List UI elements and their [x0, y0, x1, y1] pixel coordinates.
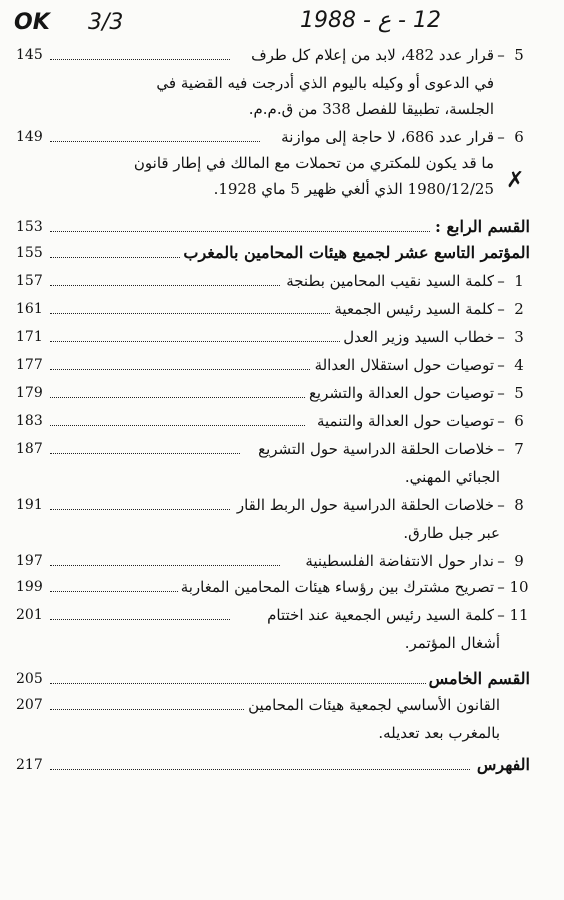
dot-leader [50, 591, 180, 592]
entry-text [283, 270, 530, 292]
page-number: 145 [16, 47, 43, 63]
entry-text [306, 382, 530, 404]
toc-entry [16, 126, 530, 150]
entry-number: 5 [514, 384, 524, 402]
dot-leader [50, 369, 310, 370]
toc-entry [16, 550, 530, 574]
dot-leader [50, 453, 240, 454]
entry-number: 2 [514, 300, 524, 318]
entry-text: بالمغرب بعد تعديله. [375, 722, 500, 744]
entry-number: 4 [514, 356, 524, 374]
page-number: 207 [16, 697, 43, 713]
page-number: 157 [16, 273, 43, 289]
dot-leader [50, 565, 280, 566]
page-number: 199 [16, 579, 43, 595]
entry-title: كلمة السيد رئيس الجمعية [334, 300, 494, 318]
toc-entry-continuation [16, 522, 530, 546]
toc-entry [16, 410, 530, 434]
entry-number: 7 [514, 440, 524, 458]
toc-entry-continuation [16, 98, 530, 122]
dot-leader [50, 141, 260, 142]
page-number: 205 [16, 671, 43, 687]
entry-dash: – [497, 328, 505, 346]
entry-number: 6 [514, 128, 524, 146]
entry-text [302, 550, 530, 572]
toc-entry-continuation [16, 466, 530, 490]
toc-entry [16, 576, 530, 600]
entry-dash: – [497, 496, 505, 514]
entry-text [331, 298, 530, 320]
dot-leader [50, 59, 230, 60]
entry-dash: – [497, 552, 505, 570]
toc-entry [16, 694, 530, 718]
entry-text [340, 326, 530, 348]
entry-text: 1980/12/25 الذي ألغي ظهير 5 ماي 1928. [211, 178, 494, 200]
entry-number: 10 [509, 578, 529, 596]
entry-title: تصريح مشترك بين رؤساء هيئات المحامين المغاربة [180, 578, 494, 596]
dot-leader [50, 425, 305, 426]
toc-entry-continuation [16, 152, 530, 176]
toc-entry-continuation [16, 632, 530, 656]
entry-number: 5 [514, 46, 524, 64]
toc-entry [16, 326, 530, 350]
section-title: المؤتمر التاسع عشر لجميع هيئات المحامين بالمغرب [180, 242, 530, 264]
entry-text [312, 354, 530, 376]
dot-leader [50, 769, 470, 770]
toc-entry-continuation [16, 72, 530, 96]
entry-title: توصيات حول استقلال العدالة [314, 356, 494, 374]
entry-title: قرار عدد 482، لابد من إعلام كل طرف [251, 46, 494, 64]
entry-dash: – [497, 384, 505, 402]
dot-leader [50, 509, 230, 510]
section-title: الفهرس [474, 754, 530, 776]
entry-dash: – [497, 440, 505, 458]
toc-entry [16, 494, 530, 518]
entry-text: أشغال المؤتمر. [402, 632, 500, 654]
entry-number: 9 [514, 552, 524, 570]
dot-leader [50, 313, 330, 314]
page-number: 171 [16, 329, 43, 345]
toc-entry [16, 604, 530, 628]
page-number: 183 [16, 413, 43, 429]
entry-title: ندار حول الانتفاضة الفلسطينية [305, 552, 494, 570]
toc-entry [16, 354, 530, 378]
toc-section-heading [16, 754, 530, 778]
entry-text: الجبائي المهني. [402, 466, 500, 488]
table-of-contents [16, 44, 530, 774]
toc-entry-continuation [16, 178, 530, 202]
toc-entry-continuation [16, 722, 530, 746]
entry-dash: – [497, 300, 505, 318]
page-number: 153 [16, 219, 43, 235]
dot-leader [50, 285, 280, 286]
section-title: القسم الرابع : [432, 216, 530, 238]
entry-text: القانون الأساسي لجمعية هيئات المحامين [245, 694, 500, 716]
page-number: 197 [16, 553, 43, 569]
entry-title: خطاب السيد وزير العدل [343, 328, 494, 346]
entry-dash: – [497, 412, 505, 430]
entry-dash: – [497, 578, 505, 596]
entry-number: 3 [514, 328, 524, 346]
entry-dash: – [497, 356, 505, 374]
entry-text [234, 494, 530, 516]
entry-number: 8 [514, 496, 524, 514]
toc-entry [16, 298, 530, 322]
entry-title: كلمة السيد رئيس الجمعية عند اختتام [267, 606, 494, 624]
entry-title: قرار عدد 686، لا حاجة إلى موازنة [281, 128, 494, 146]
page-number: 217 [16, 757, 43, 773]
page-number: 161 [16, 301, 43, 317]
entry-number: 6 [514, 412, 524, 430]
page-number: 155 [16, 245, 43, 261]
dot-leader [50, 683, 430, 684]
entry-dash: – [497, 272, 505, 290]
toc-entry [16, 438, 530, 462]
entry-dash: – [497, 46, 505, 64]
section-title: القسم الخامس [426, 668, 530, 690]
dot-leader [50, 231, 430, 232]
toc-entry [16, 270, 530, 294]
entry-text [178, 576, 530, 598]
handwritten-date-note: 12 - ع - 1988 [300, 8, 441, 33]
entry-title: توصيات حول العدالة والتنمية [316, 412, 494, 430]
page-number: 149 [16, 129, 43, 145]
entry-text: في الدعوى أو وكيله باليوم الذي أدرجت فيه القضية في [153, 72, 494, 94]
entry-title: كلمة السيد نقيب المحامين بطنجة [286, 272, 494, 290]
toc-section-heading [16, 668, 530, 692]
dot-leader [50, 397, 305, 398]
dot-leader [50, 619, 230, 620]
toc-entry [16, 44, 530, 68]
toc-section-heading [16, 242, 530, 266]
entry-title: خلاصات الحلقة الدراسية حول التشريع [258, 440, 494, 458]
page-number: 177 [16, 357, 43, 373]
entry-text: ما قد يكون للمكتري من تحملات مع المالك في إطار قانون [131, 152, 494, 174]
page-number: 187 [16, 441, 43, 457]
entry-text [314, 410, 530, 432]
entry-text [264, 604, 530, 626]
entry-dash: – [497, 128, 505, 146]
entry-number: 1 [514, 272, 524, 290]
entry-title: توصيات حول العدالة والتشريع [308, 384, 494, 402]
toc-section-heading [16, 216, 530, 240]
page-number: 179 [16, 385, 43, 401]
entry-text [278, 126, 530, 148]
page-number: 201 [16, 607, 43, 623]
entry-text: الجلسة، تطبيقا للفصل 338 من ق.م.م. [246, 98, 494, 120]
entry-text [248, 44, 530, 66]
toc-entry [16, 382, 530, 406]
entry-dash: – [497, 606, 505, 624]
entry-text [255, 438, 530, 460]
entry-title: خلاصات الحلقة الدراسية حول الربط القار [236, 496, 494, 514]
handwritten-ok-note: OK [14, 10, 50, 35]
entry-text: عبر جبل طارق. [400, 522, 500, 544]
entry-number: 11 [509, 606, 529, 624]
handwritten-fraction-note: 3/3 [88, 10, 124, 35]
page-number: 191 [16, 497, 43, 513]
dot-leader [50, 341, 340, 342]
handwritten-cross-mark: ✗ [506, 168, 525, 193]
